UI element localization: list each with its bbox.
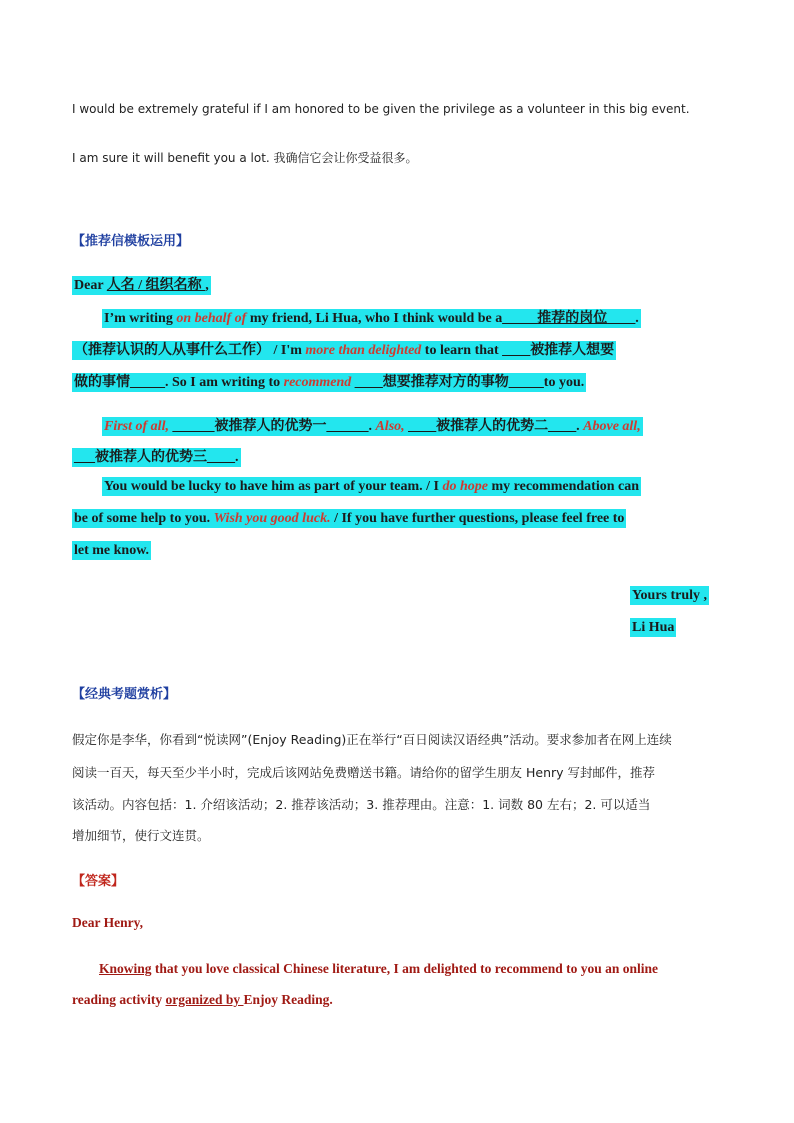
p3-text-a: You would be lucky to have him as part of your team. / I [104,479,439,494]
p1-phrase-delighted: more than delighted [305,343,422,358]
p3-wish-luck: Wish you good luck. [213,511,331,526]
intro-line-1: I would be extremely grateful if I am honored to be given the privilege as a volunteer in this big event. [72,102,690,116]
answer-line-2 [72,992,333,1008]
p1-period: . [635,311,639,326]
p1-blank-thing: 做的事情 [74,375,130,390]
p1-blank-position: 推荐的岗位 [537,311,608,326]
exam-line-3: 该活动。内容包括：1. 介绍该活动；2. 推荐该活动；3. 推荐理由。注意：1. 词数 80 左右；2. 可以适当 [72,797,651,812]
template-p3-line-2 [72,511,626,527]
answer-greeting: Dear Henry, [72,915,143,930]
p1-phrase-recommend: recommend [283,375,352,390]
p1-blank-object: 想要推荐对方的事物 [382,375,509,390]
p2-also: Also, [375,419,405,434]
p1-blank-want: 被推荐人想要 [530,343,615,358]
template-closing [630,588,709,604]
closing-text: Yours truly , [632,588,708,603]
p1-to-you: to you. [543,375,585,390]
p1-text-a: I’m writing [104,311,173,326]
p3-text-b2: / If you have further questions, please feel free to [334,511,625,526]
dear-comma: , [205,278,209,293]
exam-line-2: 阅读一百天，每天至少半小时，完成后该网站免费赠送书籍。请给你的留学生朋友 Henry 写封邮件，推荐 [72,765,655,780]
p2-blank-advantage-2: 被推荐人的优势二 [436,419,549,434]
p3-text-a2: my recommendation can [491,479,639,494]
template-p3-line-3 [72,543,151,559]
p1-text-b: my friend, Li Hua, who I think would be a [249,311,503,326]
template-p3-line-1 [102,479,641,495]
p2-above-all: Above all, [583,419,641,434]
template-p1-line-1: I’m writing on behalf of my friend, Li Hua, who I think would be a_____推荐的岗位____. [104,311,639,326]
p2-first-of-all: First of all, [104,419,169,434]
exam-line-4: 增加细节，使行文连贯。 [72,828,210,843]
template-p2-line-2: ___被推荐人的优势三____. [74,450,239,465]
template-signature [630,620,676,636]
dear-recipient-placeholder: 人名 / 组织名称 [106,278,206,293]
answer-underline-knowing: Knowing [99,961,152,976]
template-p2-line-1: First of all, ______被推荐人的优势一______. Also, ____被推荐人的优势二____. Above all, [104,419,641,434]
p3-text-b: be of some help to you. [74,511,211,526]
template-heading: 【推荐信模板运用】 [72,234,190,249]
exam-heading: 【经典考题赏析】 [72,687,177,702]
intro-line-2: I am sure it will benefit you a lot. 我确信它会让你受益很多。 [72,151,418,165]
p1-phrase-on-behalf: on behalf of [176,311,247,326]
signature-text: Li Hua [632,620,675,635]
template-p1-line-3: 做的事情_____. So I am writing to recommend ____想要推荐对方的事物_____to you. [74,375,585,390]
answer-line-1 [99,961,658,977]
dear-word: Dear [74,278,104,293]
p1-text-d: . So I am writing to [165,375,281,390]
answer-text-a: that you love classical Chinese literature, I am delighted to recommend to you an online [151,961,659,976]
template-dear-line [72,274,211,294]
answer-underline-organized: organized by [165,992,244,1007]
answer-heading: 【答案】 [72,874,125,889]
p2-blank-advantage-1: 被推荐人的优势一 [214,419,327,434]
p3-do-hope: do hope [442,479,488,494]
answer-text-c: Enjoy Reading. [243,992,333,1007]
exam-line-1: 假定你是李华，你看到“悦读网”(Enjoy Reading)正在举行“百日阅读汉语经典”活动。要求参加者在网上连续 [72,732,672,747]
p1-text-c: （推荐认识的人从事什么工作） / I'm [74,343,302,358]
template-p1-line-2: （推荐认识的人从事什么工作） / I'm more than delighted to learn that ____被推荐人想要 [74,343,615,358]
p3-text-c: let me know. [74,543,150,558]
p1-text-c2: to learn that [424,343,499,358]
answer-text-b: reading activity [72,992,166,1007]
p2-blank-advantage-3: 被推荐人的优势三 [95,450,207,465]
